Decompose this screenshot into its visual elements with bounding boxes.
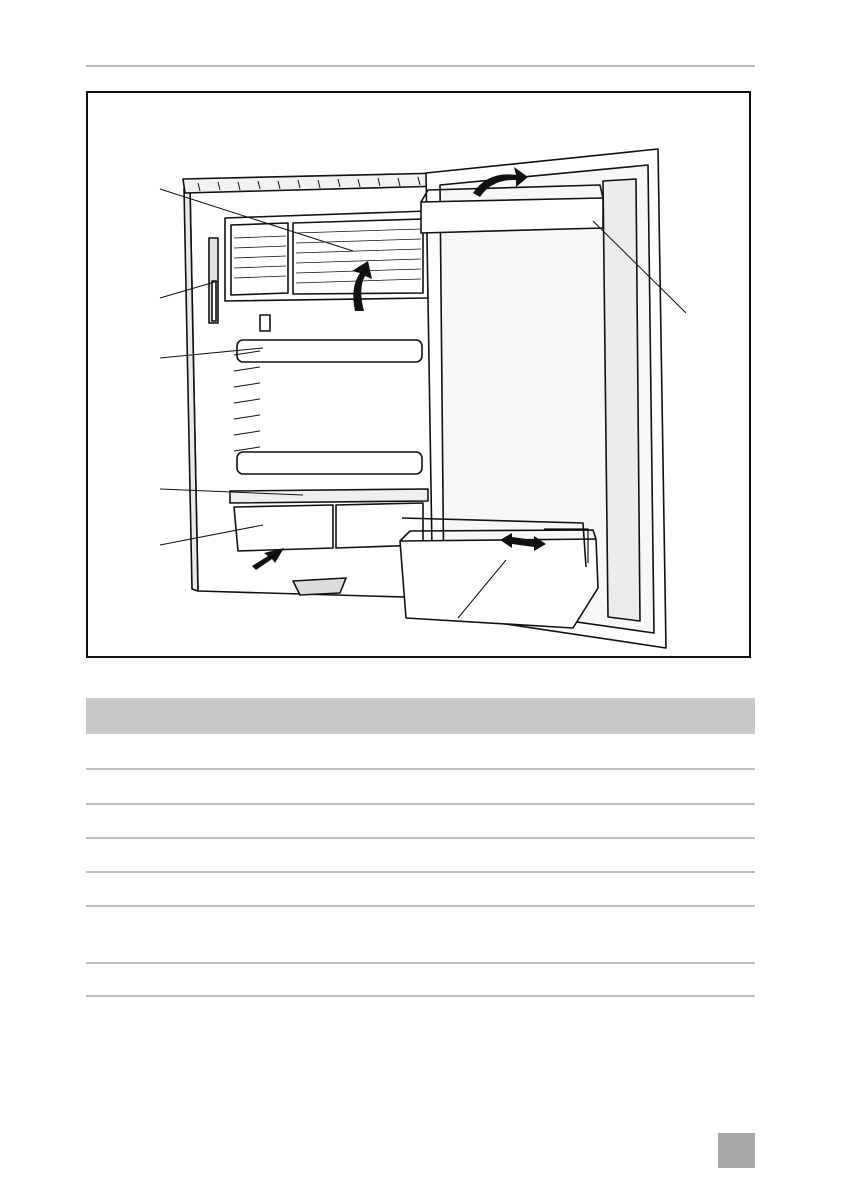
legend-table-header xyxy=(86,698,755,734)
page-number-box xyxy=(718,1133,755,1168)
legend-table-row-divider xyxy=(86,871,755,873)
legend-table-row-divider xyxy=(86,803,755,805)
legend-table-row-divider xyxy=(86,837,755,839)
legend-table-row-divider xyxy=(86,995,755,997)
legend-table-row-divider xyxy=(86,768,755,770)
refrigerator-figure xyxy=(86,91,751,658)
legend-table-row-divider xyxy=(86,962,755,964)
header-rule xyxy=(86,65,755,67)
legend-table-row-divider xyxy=(86,905,755,907)
refrigerator-illustration xyxy=(88,93,749,656)
cropped-footer-strip xyxy=(0,1183,841,1193)
